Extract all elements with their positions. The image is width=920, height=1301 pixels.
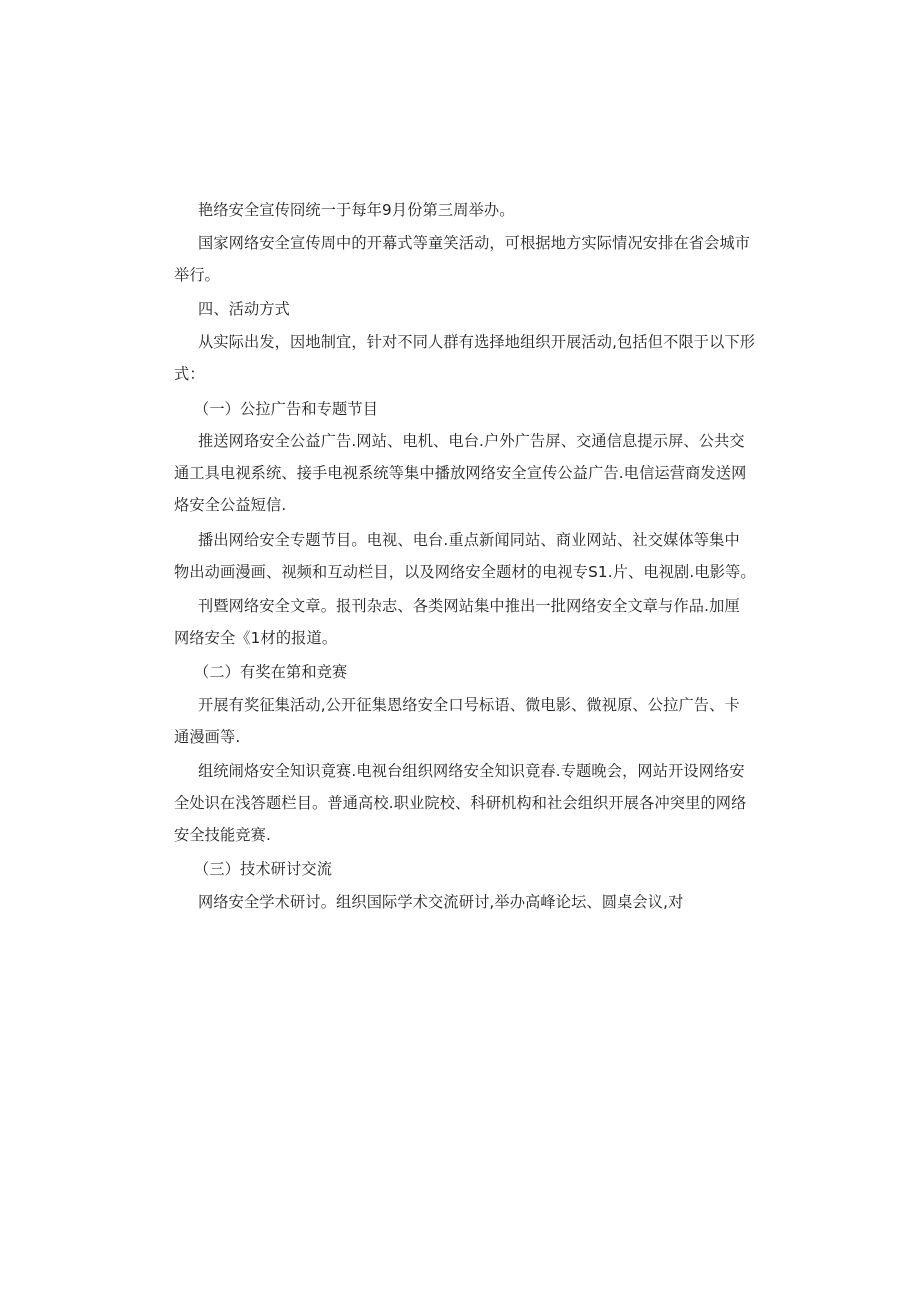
subheading-technical-exchange: [174, 853, 746, 885]
paragraph-line: 组统闹烙安全知识竟赛.电视台组织网络安全知识竟春.专题晚会，网站开设网络安: [198, 762, 745, 780]
paragraph-public-ads: [174, 425, 746, 521]
section-heading-activity-methods: [174, 293, 746, 325]
paragraph-line: 从实际出发，因地制宜，针对不同人群有选择地组织开展活动,包括但不限于以下形: [198, 333, 756, 351]
paragraph-line: 物出动画漫画、视频和互动栏目，以及网络安全题材的电视专S1.片、电视剧.电影等。: [174, 563, 756, 581]
paragraph-line: 式：: [174, 365, 205, 383]
paragraph-line: 网络安全学术研讨。组织国际学术交流研讨,举办高峰论坛、圆桌会议,对: [198, 893, 684, 911]
paragraph-solicitation: [174, 689, 746, 753]
paragraph-line: 国家网络安全宣传周中的开幕式等童笑活动，可根据地方实际情况安排在省会城市: [198, 234, 751, 252]
paragraph-knowledge-contests: [174, 755, 746, 851]
paragraph-schedule: [174, 194, 746, 226]
paragraph-line: 艳络安全宣传冏统一于每年9月份第三周举办。: [198, 201, 515, 219]
paragraph-opening-ceremony: [174, 227, 751, 291]
section-heading: 四、活动方式: [198, 300, 291, 318]
paragraph-line: 播出网给安全专题节目。电视、电台.重点新闻同站、商业网站、社交媒体等集中: [198, 531, 740, 549]
paragraph-line: 烙安全公益短信.: [174, 496, 287, 514]
subheading: （一）公拉广告和专题节目: [194, 400, 379, 418]
subheading-public-ads: [174, 393, 746, 425]
paragraph-line: 全处识在浅答题栏目。普通高校.职业院校、科研机构和社会组织开展各冲突里的网络: [174, 794, 747, 812]
subheading: （三）技术研讨交流: [194, 860, 333, 878]
paragraph-line: 安全技能竞赛.: [174, 826, 272, 844]
paragraph-line: 网络安全《1材的报道。: [174, 629, 338, 647]
paragraph-line: 举行。: [174, 266, 221, 284]
paragraph-academic-seminars: [174, 886, 746, 918]
paragraph-line: 刊暨网络安全文章。报刊杂志、各类网站集中推出一批网络安全文章与作品.加厘: [198, 597, 740, 615]
paragraph-articles: [174, 590, 746, 654]
subheading-contests: [174, 656, 746, 688]
paragraph-activity-intro: [174, 326, 756, 390]
paragraph-line: 通工具电视系统、接手电视系统等集中播放网络安全宣传公益广告.电信运营商发送网: [174, 464, 747, 482]
subheading: （二）有奖在第和竞赛: [194, 663, 348, 681]
paragraph-special-programs: [174, 524, 756, 588]
paragraph-line: 开展有奖征集活动,公开征集恩络安全口号标语、微电影、微视原、公拉广告、卡: [198, 696, 740, 714]
paragraph-line: 推送网珞安全公益广告.网站、电机、电台.户外广告屏、交通信息提示屏、公共交: [198, 432, 745, 450]
paragraph-line: 通漫画等.: [174, 728, 241, 746]
